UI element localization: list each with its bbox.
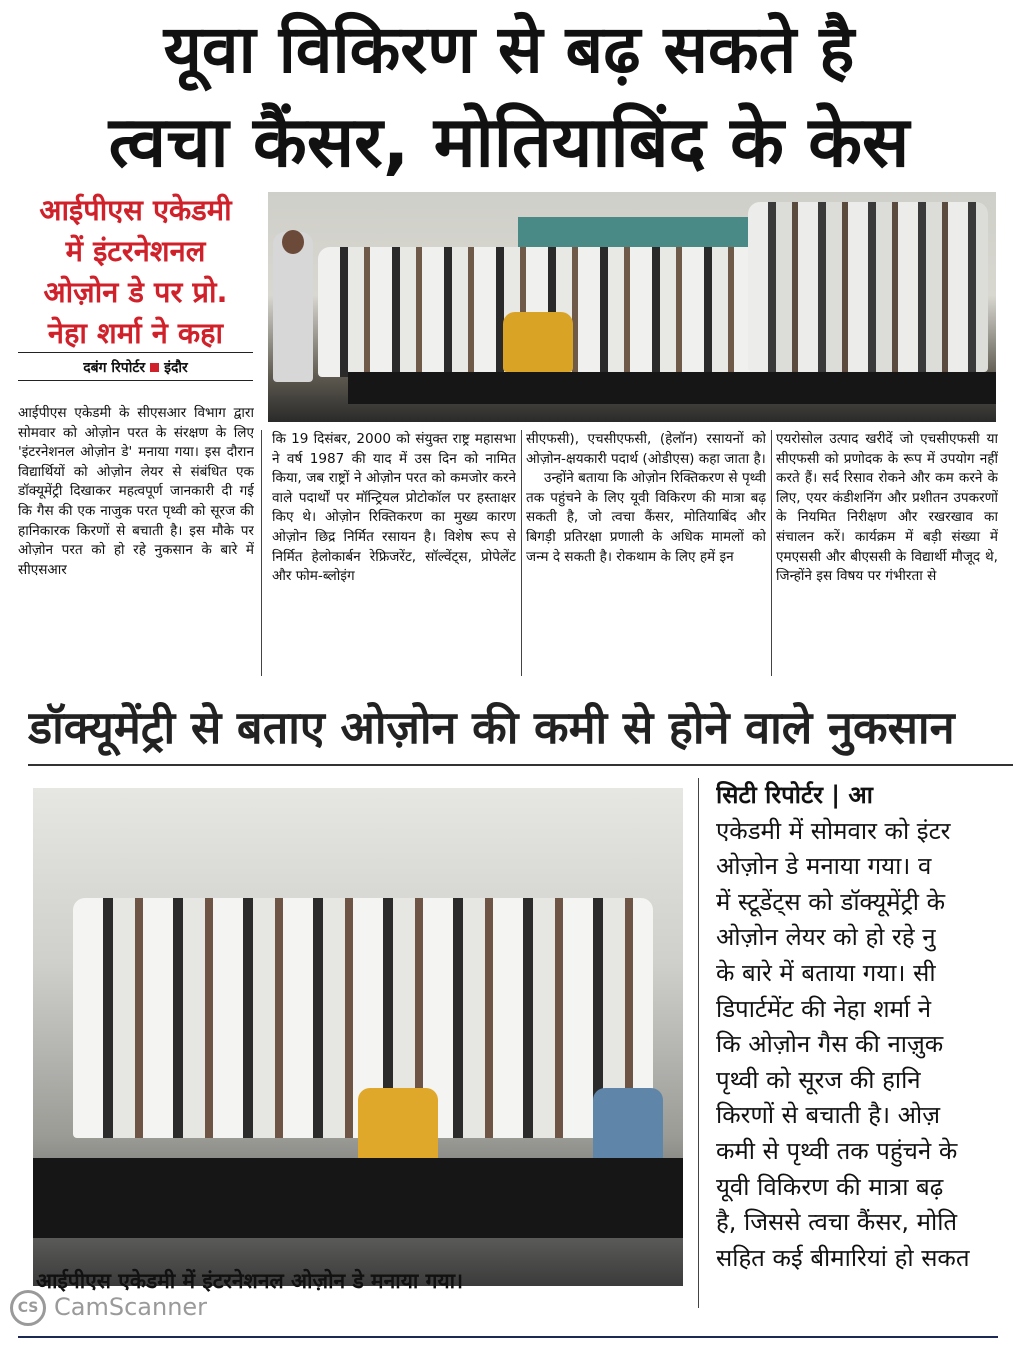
article2-line: किरणों से बचाती है। ओज़ [716,1101,941,1130]
table [33,1158,683,1238]
square-bullet-icon [150,363,159,372]
column-divider [261,430,262,676]
second-headline-rule [28,764,1013,766]
article2-line: सहित कई बीमारियां हो सकत [716,1243,970,1272]
person-head [282,230,304,254]
group-photo-bottom [33,788,683,1286]
article-text: उन्होंने बताया कि ओज़ोन रिक्तिकरण से पृथ्वी तक पहुंचने के लिए यूवी विकिरण की मात्रा बढ़ सकती है, जो त्वचा कैंसर, मोतियाबिंद और बिगड़ी प्रतिरक्षा प्रणाली के अधिक मामलों को जन्म दे सकती है। रोकथाम के लिए हमें इन [526,470,766,565]
group-photo-top [268,192,996,422]
byline-rule-top [18,352,253,353]
article2-line: कमी से पृथ्वी तक पहुंचने के [716,1136,958,1165]
article-text: कि 19 दिसंबर, 2000 को संयुक्त राष्ट्र महासभा ने वर्ष 1987 की याद में उस दिन को नामित किया, जब राष्ट्रों ने ओज़ोन परत को कमजोर करने वाले पदार्थों पर मॉन्ट्रियल प्रोटोकॉल पर हस्ताक्षर किए थे। ओज़ोन रिक्तिकरण का मुख्य कारण ओज़ोन छिद्र निर्मित रसायन है। विशेष रूप से निर्मित हेलोकार्बन रेफ्रिजरेंट, सॉल्वेंट्स, प्रोपेलेंट और फोम-ब्लोइंग [272,431,516,585]
person-saree [593,1088,663,1168]
article2-line: सिटी रिपोर्टर | आ [716,781,873,809]
article2-line: पृथ्वी को सूरज की हानि [716,1065,921,1094]
column-divider [698,778,699,1308]
article-column-2 [272,430,516,676]
bottom-border [18,1336,998,1338]
subheadline [18,190,253,354]
subheadline-line: नेहा शर्मा ने कहा [47,316,224,350]
table [348,372,996,404]
watermark-text: CamScanner [54,1293,208,1321]
camscanner-logo-icon: CS [10,1290,46,1326]
camscanner-watermark [10,1290,207,1326]
article2-line: एकेडमी में सोमवार को इंटर [716,816,951,845]
main-headline-line2: त्वचा कैंसर, मोतियाबिंद के केस [108,101,910,183]
article2-text [716,778,1000,1276]
main-headline-line1: यूवा विकिरण से बढ़ सकते है [163,11,855,88]
person-yellow-top [503,312,573,372]
byline-city: इंदौर [164,360,188,376]
subheadline-line: आईपीएस एकेडमी [39,193,232,227]
article-text: आईपीएस एकेडमी के सीएसआर विभाग द्वारा सोमवार को ओज़ोन परत के संरक्षण के लिए 'इंटरनेशनल ओज़ोन डे' मनाया गया। इस दौरान विद्यार्थियों को ओज़ोन लेयर से संबंधित एक डॉक्यूमेंट्री दिखाकर महत्वपूर्ण जानकारी दी गई कि गैस की एक नाजुक परत पृथ्वी को सूरज की हानिकारक किरणों से बचाती है। इस मौके पर ओज़ोन परत को हो रहे नुकसान के बारे में सीएसआर [18,405,254,578]
article-column-3 [526,430,766,676]
article2-line: डिपार्टमेंट की नेहा शर्मा ने [716,994,932,1023]
article-column-1 [18,404,254,676]
article2-line: ओज़ोन डे मनाया गया। व [716,852,932,881]
photo-caption: आईपीएस एकेडमी में इंटरनेशनल ओज़ोन डे मनाया गया। [36,1269,464,1293]
article2-line: के बारे में बताया गया। सी [716,958,936,987]
column-divider [771,430,772,676]
article2-line: में स्टूडेंट्स को डॉक्यूमेंट्री के [716,887,946,916]
article-text: एयरोसोल उत्पाद खरीदें जो एचसीएफसी या सीएफसी को प्रणोदक के रूप में उपयोग नहीं करते हैं। सर्द रिसाव रोकने और कम करने के लिए, एयर कंडीशनिंग और प्रशीतन उपकरणों के नियमित निरीक्षण और रखरखाव का संचालन करें। कार्यक्रम में बड़ी संख्या में एमएससी और बीएससी के विद्यार्थी मौजूद थे, जिन्होंने इस विषय पर गंभीरता से [776,431,998,585]
article2-line: यूवी विकिरण की मात्रा बढ़ [716,1172,944,1201]
byline-reporter: दबंग रिपोर्टर [83,360,146,376]
column-divider [521,430,522,676]
article2-line: कि ओज़ोन गैस की नाज़ुक [716,1030,944,1059]
person [273,232,313,382]
subheadline-line: में इंटरनेशनल [65,234,206,268]
article2-line: है, जिससे त्वचा कैंसर, मोति [716,1208,958,1237]
article2-line: ओज़ोन लेयर को हो रहे नु [716,923,936,952]
article-column-4 [776,430,998,676]
byline-rule-bottom [18,380,253,381]
byline [18,358,253,377]
subheadline-line: ओज़ोन डे पर प्रो. [43,275,228,309]
students-group [748,202,988,372]
article-text: सीएफसी), एचसीएफसी, (हेलॉन) रसायनों को ओज़ोन-क्षयकारी पदार्थ (ओडीएस) कहा जाता है। [526,431,766,467]
second-headline: डॉक्यूमेंट्री से बताए ओज़ोन की कमी से होने वाले नुकसान [28,701,955,754]
